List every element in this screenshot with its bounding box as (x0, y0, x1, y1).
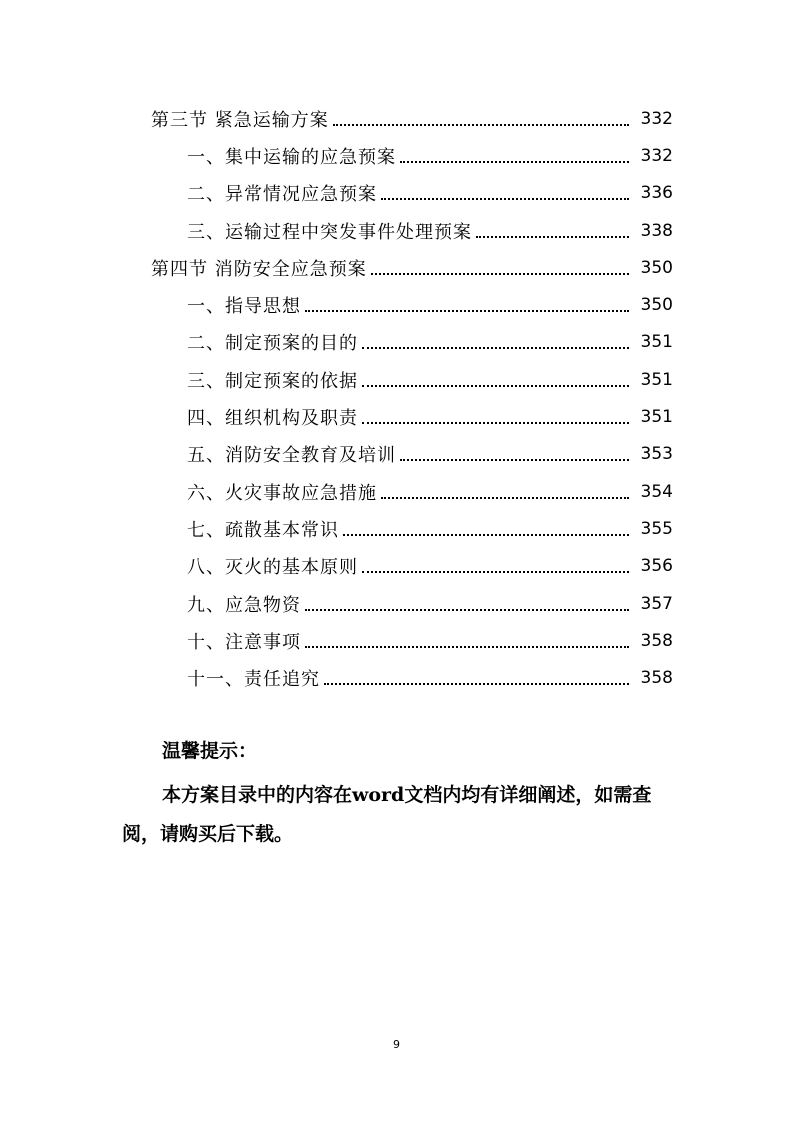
toc-subsection-entry[interactable] (0, 510, 793, 547)
toc-entry-page: 353 (640, 444, 673, 465)
toc-entry-title: 十一、责任追究 (187, 669, 320, 691)
toc-dot-leader (400, 459, 629, 461)
page-number: 9 (393, 1038, 400, 1051)
toc-subsection-entry[interactable] (0, 175, 793, 212)
toc-dot-leader (305, 609, 629, 611)
toc-entry-title: 第四节 消防安全应急预案 (151, 258, 367, 280)
toc-dot-leader (371, 273, 629, 275)
toc-entry-title: 四、组织机构及职责 (187, 408, 358, 430)
toc-subsection-entry[interactable] (0, 622, 793, 659)
toc-dot-leader (476, 236, 629, 238)
toc-subsection-entry[interactable] (0, 324, 793, 361)
toc-subsection-entry[interactable] (0, 585, 793, 622)
toc-dot-leader (305, 310, 629, 312)
toc-entry-page: 356 (640, 556, 673, 577)
toc-dot-leader (362, 385, 629, 387)
toc-entry-page: 350 (640, 257, 673, 278)
toc-subsection-entry[interactable] (0, 361, 793, 398)
toc-subsection-entry[interactable] (0, 212, 793, 249)
toc-dot-leader (362, 422, 629, 424)
toc-dot-leader (343, 534, 629, 536)
toc-entry-title: 二、制定预案的目的 (187, 333, 358, 355)
toc-dot-leader (333, 124, 629, 126)
toc-entry-page: 354 (640, 481, 673, 502)
toc-entry-page: 350 (640, 295, 673, 316)
toc-entry-title: 七、疏散基本常识 (187, 519, 339, 541)
toc-entry-title: 三、制定预案的依据 (187, 370, 358, 392)
toc-entry-title: 八、灭火的基本原则 (187, 557, 358, 579)
toc-entry-page: 351 (640, 369, 673, 390)
toc-entry-page: 357 (640, 593, 673, 614)
toc-dot-leader (400, 161, 629, 163)
toc-entry-title: 一、集中运输的应急预案 (187, 146, 396, 168)
toc-subsection-entry[interactable] (0, 473, 793, 510)
toc-subsection-entry[interactable] (0, 659, 793, 696)
toc-subsection-entry[interactable] (0, 137, 793, 174)
toc-subsection-entry[interactable] (0, 548, 793, 585)
toc-entry-page: 336 (640, 183, 673, 204)
toc-entry-page: 358 (640, 630, 673, 651)
notice-title: 温馨提示： (162, 740, 258, 762)
toc-entry-title: 十、注意事项 (187, 631, 301, 653)
toc-entry-page: 351 (640, 332, 673, 353)
toc-entry-title: 二、异常情况应急预案 (187, 184, 377, 206)
notice-body: 本方案目录中的内容在word文档内均有详细阐述，如需查阅，请购买后下载。 (122, 784, 652, 845)
toc-entry-title: 六、火灾事故应急措施 (187, 482, 377, 504)
toc-entry-page: 355 (640, 518, 673, 539)
toc-entry-title: 九、应急物资 (187, 594, 301, 616)
toc-section-entry[interactable] (0, 100, 793, 137)
toc-entry-page: 332 (640, 108, 673, 129)
toc-dot-leader (381, 497, 629, 499)
toc-entry-page: 332 (640, 145, 673, 166)
toc-entry-title: 第三节 紧急运输方案 (151, 109, 329, 131)
toc-entry-page: 358 (640, 668, 673, 689)
toc-entry-title: 三、运输过程中突发事件处理预案 (187, 221, 472, 243)
toc-subsection-entry[interactable] (0, 398, 793, 435)
toc-subsection-entry[interactable] (0, 286, 793, 323)
toc-entry-title: 五、消防安全教育及培训 (187, 445, 396, 467)
toc-subsection-entry[interactable] (0, 436, 793, 473)
toc-dot-leader (381, 198, 629, 200)
toc-entry-page: 338 (640, 220, 673, 241)
toc-section-entry[interactable] (0, 249, 793, 286)
toc-dot-leader (305, 646, 629, 648)
toc-entry-title: 一、指导思想 (187, 296, 301, 318)
toc-dot-leader (362, 347, 629, 349)
toc-dot-leader (362, 571, 629, 573)
toc-entry-page: 351 (640, 407, 673, 428)
table-of-contents (0, 100, 793, 697)
toc-dot-leader (324, 683, 629, 685)
